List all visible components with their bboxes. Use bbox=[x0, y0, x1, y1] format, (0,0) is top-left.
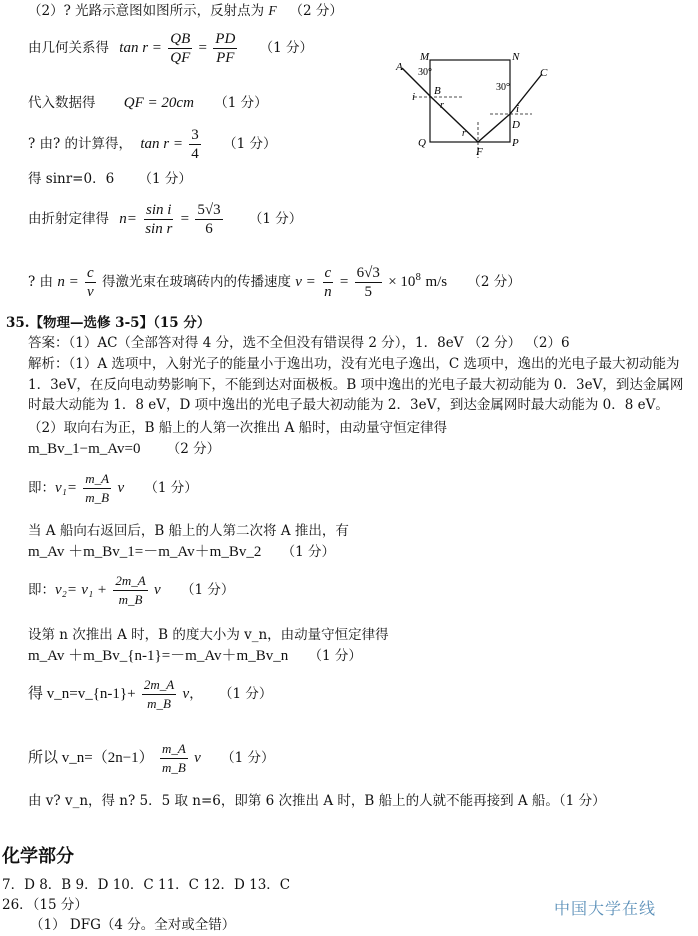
chem-q26: 26．（15 分） bbox=[2, 897, 88, 913]
q34-refraction-law: 由折射定律得 n= $\frac{\text{sin i}}{\text{sin r}}$ = $\frac{5√3}{6}$ （1 分） bbox=[28, 202, 303, 237]
q35-p4: 设第 n 次推出 A 时，B 的度大小为 v_n，由动量守恒定律得 bbox=[28, 627, 389, 643]
q35-vn-result: 所以 v_n=（2n−1） $\frac{m\_A}{m\_B}$ v （1 分） bbox=[28, 741, 275, 775]
label-d: D bbox=[512, 119, 520, 131]
chem-heading: 化学部分 bbox=[2, 846, 74, 867]
label-b: B bbox=[434, 85, 441, 97]
q35-title: 35.【物理—选修 3-5】（15 分） bbox=[6, 315, 211, 331]
q35-answer: 答案：（1）AC（全部答对得 4 分，选不全但没有错误得 2 分），1．8eV （2 分） （2）6 bbox=[28, 335, 570, 351]
label-30-left: 30° bbox=[418, 67, 432, 78]
label-f: F bbox=[476, 146, 483, 158]
q35-p3: 当 A 船向右返回后，B 船上的人第二次将 A 推出，有 bbox=[28, 523, 349, 539]
label-i-right: i bbox=[516, 103, 520, 115]
label-p: P bbox=[512, 137, 519, 149]
q34-tan-value: ? 由? 的计算得， tan r = $\frac{3}{4}$ （1 分） bbox=[28, 127, 277, 162]
q35-analysis: 解析：（1）A 选项中，入射光子的能量小于逸出功，没有光电子逸出，C 选项中，逸出的光电子最大初动能为 1．3eV，在反向电动势影响下，不能到达对面极板。B 项中逸出的光电子最大初动能为 0．3eV，到达金属网时最大动能为 1．8 eV，D 项中逸出的光电子最大初动能为 2．3eV，到达金属网时最大动能为 0．8 eV。 bbox=[28, 356, 684, 413]
q35-conclusion: 由 v? v_n，得 n? 5．5 取 n=6，即第 6 次推出 A 时，B 船上的人就不能再接到 A 船。（1 分） bbox=[28, 793, 606, 809]
emergent-ray bbox=[510, 74, 542, 114]
q35-v2: 即：v₂= v₁ + $\frac{2m\_A}{m\_B}$ v （1 分） bbox=[28, 573, 235, 607]
watermark: 中国大学在线 bbox=[554, 899, 657, 918]
q34-sinr: 得 sinr=0．6 （1 分） bbox=[28, 171, 192, 187]
q35-eq2: m_Av ＋m_Bv_1=－m_Av＋m_Bv_2 （1 分） bbox=[28, 544, 336, 560]
q35-eq3: m_Av ＋m_Bv_{n-1}=－m_Av＋m_Bv_n （1 分） bbox=[28, 648, 362, 664]
label-30-right: 30° bbox=[496, 82, 510, 93]
label-r-top: r bbox=[440, 100, 444, 111]
q35-eq1: m_Bv_1−m_Av=0 （2 分） bbox=[28, 441, 221, 457]
refracted-ray bbox=[431, 97, 478, 142]
q35-v1: 即：v₁= $\frac{m\_A}{m\_B}$ v （1 分） bbox=[28, 471, 198, 505]
label-m: M bbox=[420, 51, 430, 63]
label-r-bottom: r bbox=[462, 128, 466, 139]
q34-qf-value: 代入数据得 QF = 20cm （1 分） bbox=[28, 95, 268, 111]
q35-vn: 得 v_n=v_{n-1}+ $\frac{2m\_A}{m\_B}$ v， （1 分） bbox=[28, 677, 273, 711]
chem-q26-1: （1） DFG（4 分。全对或全错） bbox=[30, 917, 236, 933]
label-i-left: i bbox=[412, 91, 416, 103]
label-q: Q bbox=[418, 137, 426, 149]
q34-speed: ? 由 n = $\frac{c}{v}$ 得激光束在玻璃砖内的传播速度 v = $\frac{c}{n}$ = $\frac{6√3}{5}$ × $10^8$ m/s （2 分） bbox=[28, 265, 521, 300]
q34-tan-relation: 由几何关系得 tan r = $\frac{QB}{QF}$ = $\frac{PD}{PF}$ （1 分） bbox=[28, 31, 313, 66]
q35-p2: （2）取向右为正，B 船上的人第一次推出 A 船时，由动量守恒定律得 bbox=[28, 420, 448, 436]
q34-line1: （2）? 光路示意图如图所示，反射点为 F （2 分） bbox=[28, 3, 343, 19]
label-c: C bbox=[540, 67, 548, 79]
reflected-ray bbox=[478, 114, 510, 142]
chem-answers: 7．D 8．B 9．D 10．C 11．C 12．D 13．C bbox=[2, 877, 291, 893]
label-n: N bbox=[512, 51, 520, 63]
optics-diagram bbox=[390, 50, 560, 165]
label-a: A bbox=[396, 61, 403, 73]
